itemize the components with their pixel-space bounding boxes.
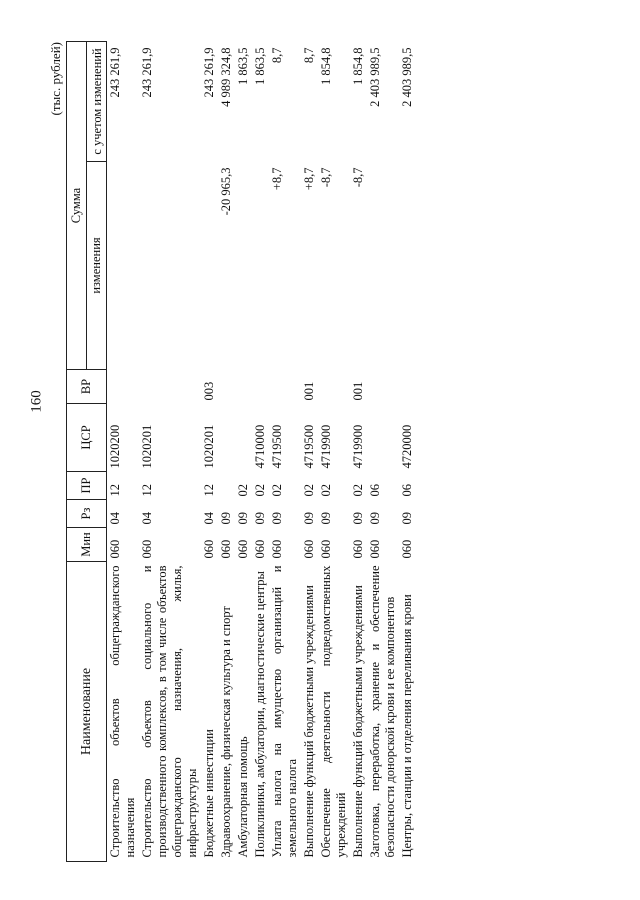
row-name: Уплата налога на имущество организаций и земельного налога	[270, 565, 299, 858]
row-min: 060	[351, 539, 365, 559]
row-change: +8,7	[270, 167, 284, 191]
rotated-page-content	[40, 42, 560, 862]
row-change	[235, 162, 252, 370]
row-csr: 1020201	[202, 424, 216, 469]
row-change	[107, 162, 140, 370]
row-csr	[235, 404, 252, 472]
row-change: -20 965,3	[219, 167, 233, 216]
row-vr	[235, 370, 252, 404]
row-min: 060	[319, 539, 333, 559]
row-min: 060	[270, 539, 284, 559]
row-total: 243 261,9	[202, 47, 216, 98]
row-rz: 09	[236, 512, 250, 525]
row-name: Строительство объектов общегражданского назначения	[108, 565, 137, 858]
row-min: 060	[108, 539, 122, 559]
row-vr	[318, 370, 350, 404]
row-csr: 4719500	[302, 424, 316, 469]
row-vr	[367, 370, 399, 404]
row-rz: 09	[400, 512, 414, 525]
row-name: Поликлиники, амбулатории, диагностические центры	[253, 571, 267, 858]
row-csr: 4719500	[270, 424, 284, 469]
row-total: 2 403 989,5	[400, 47, 414, 107]
row-vr	[218, 370, 235, 404]
row-rz: 09	[270, 512, 284, 525]
table-row	[201, 42, 218, 862]
table-row	[269, 42, 301, 862]
row-min: 060	[219, 539, 233, 559]
units-note: (тыс. рублей)	[48, 42, 63, 116]
row-total: 1 854,8	[319, 47, 333, 85]
row-csr: 4710000	[253, 424, 267, 469]
row-name: Амбулаторная помощь	[236, 736, 250, 858]
page-number: 160	[28, 390, 45, 413]
table-row	[350, 42, 367, 862]
row-name: Строительство объектов социального и производственного комплексов, в том числе объектов общегражданского назначения, жилья, инфраструктуры	[140, 565, 199, 858]
table-row	[301, 42, 318, 862]
row-rz: 09	[253, 512, 267, 525]
row-vr: 001	[351, 381, 365, 401]
row-csr: 1020200	[108, 424, 122, 469]
header-sum: Сумма	[67, 42, 87, 370]
row-total: 243 261,9	[140, 47, 154, 98]
row-csr	[367, 404, 399, 472]
table-row	[107, 42, 140, 862]
row-min: 060	[400, 539, 414, 559]
table-header-row	[67, 42, 87, 862]
row-pr: 02	[270, 484, 284, 497]
header-change: изменения	[87, 162, 107, 370]
header-pr: ПР	[67, 472, 107, 500]
row-total: 1 863,5	[253, 47, 267, 85]
table-row	[318, 42, 350, 862]
row-total: 2 403 989,5	[368, 47, 382, 107]
row-vr	[107, 370, 140, 404]
row-csr	[218, 404, 235, 472]
row-total: 1 854,8	[351, 47, 365, 85]
header-vr: ВР	[67, 370, 107, 404]
row-rz: 04	[140, 512, 154, 525]
row-total: 8,7	[270, 47, 284, 64]
row-pr: 02	[302, 484, 316, 497]
row-vr	[252, 370, 269, 404]
row-change	[367, 162, 399, 370]
row-min: 060	[236, 539, 250, 559]
row-pr: 02	[253, 484, 267, 497]
row-total: 4 989 324,8	[219, 47, 233, 107]
row-csr: 4720000	[400, 424, 414, 469]
row-change: -8,7	[319, 167, 333, 188]
row-rz: 09	[368, 512, 382, 525]
row-min: 060	[140, 539, 154, 559]
row-pr: 12	[108, 484, 122, 497]
row-rz: 09	[302, 512, 316, 525]
row-csr: 4719900	[351, 424, 365, 469]
row-rz: 04	[202, 512, 216, 525]
header-name: Наименование	[67, 562, 107, 862]
row-change	[399, 162, 416, 370]
header-rz: Рз	[67, 500, 107, 528]
row-pr: 12	[140, 484, 154, 497]
row-total: 243 261,9	[108, 47, 122, 98]
row-min: 060	[368, 539, 382, 559]
row-vr: 003	[202, 381, 216, 401]
header-min: Мин	[67, 528, 107, 562]
header-with-change: с учетом изменений	[87, 42, 107, 162]
row-rz: 09	[351, 512, 365, 525]
row-min: 060	[302, 539, 316, 559]
row-pr: 02	[319, 484, 333, 497]
row-name: Выполнение функций бюджетными учреждениями	[351, 585, 365, 858]
row-change: -8,7	[351, 167, 365, 188]
row-name: Заготовка, переработка, хранение и обеспечение безопасности донорской крови и ее компонентов	[368, 565, 397, 858]
row-min: 060	[202, 539, 216, 559]
table-body	[107, 42, 417, 862]
row-total: 1 863,5	[236, 47, 250, 85]
row-change: +8,7	[302, 167, 316, 191]
row-change	[139, 162, 201, 370]
row-rz: 09	[319, 512, 333, 525]
row-min: 060	[253, 539, 267, 559]
row-csr: 1020201	[140, 424, 154, 469]
row-name: Центры, станции и отделения переливания крови	[400, 594, 414, 858]
row-name: Выполнение функций бюджетными учреждениями	[302, 585, 316, 858]
row-vr	[399, 370, 416, 404]
header-csr: ЦСР	[67, 404, 107, 472]
row-vr: 001	[302, 381, 316, 401]
row-name: Здравоохранение, физическая культура и спорт	[219, 606, 233, 858]
table-row	[218, 42, 235, 862]
row-pr: 06	[368, 484, 382, 497]
row-change	[252, 162, 269, 370]
row-rz: 09	[219, 512, 233, 525]
row-pr: 02	[236, 484, 250, 497]
row-csr: 4719900	[319, 424, 333, 469]
row-vr	[269, 370, 301, 404]
table-row	[252, 42, 269, 862]
row-pr: 02	[351, 484, 365, 497]
row-pr	[218, 472, 235, 500]
budget-table	[66, 41, 416, 862]
row-name: Бюджетные инвестиции	[202, 729, 216, 858]
table-row	[235, 42, 252, 862]
row-rz: 04	[108, 512, 122, 525]
table-row	[399, 42, 416, 862]
row-name: Обеспечение деятельности подведомственных учреждений	[319, 565, 348, 858]
row-vr	[139, 370, 201, 404]
row-pr: 12	[202, 484, 216, 497]
row-total: 8,7	[302, 47, 316, 64]
row-change	[201, 162, 218, 370]
row-pr: 06	[400, 484, 414, 497]
table-row	[367, 42, 399, 862]
table-row	[139, 42, 201, 862]
